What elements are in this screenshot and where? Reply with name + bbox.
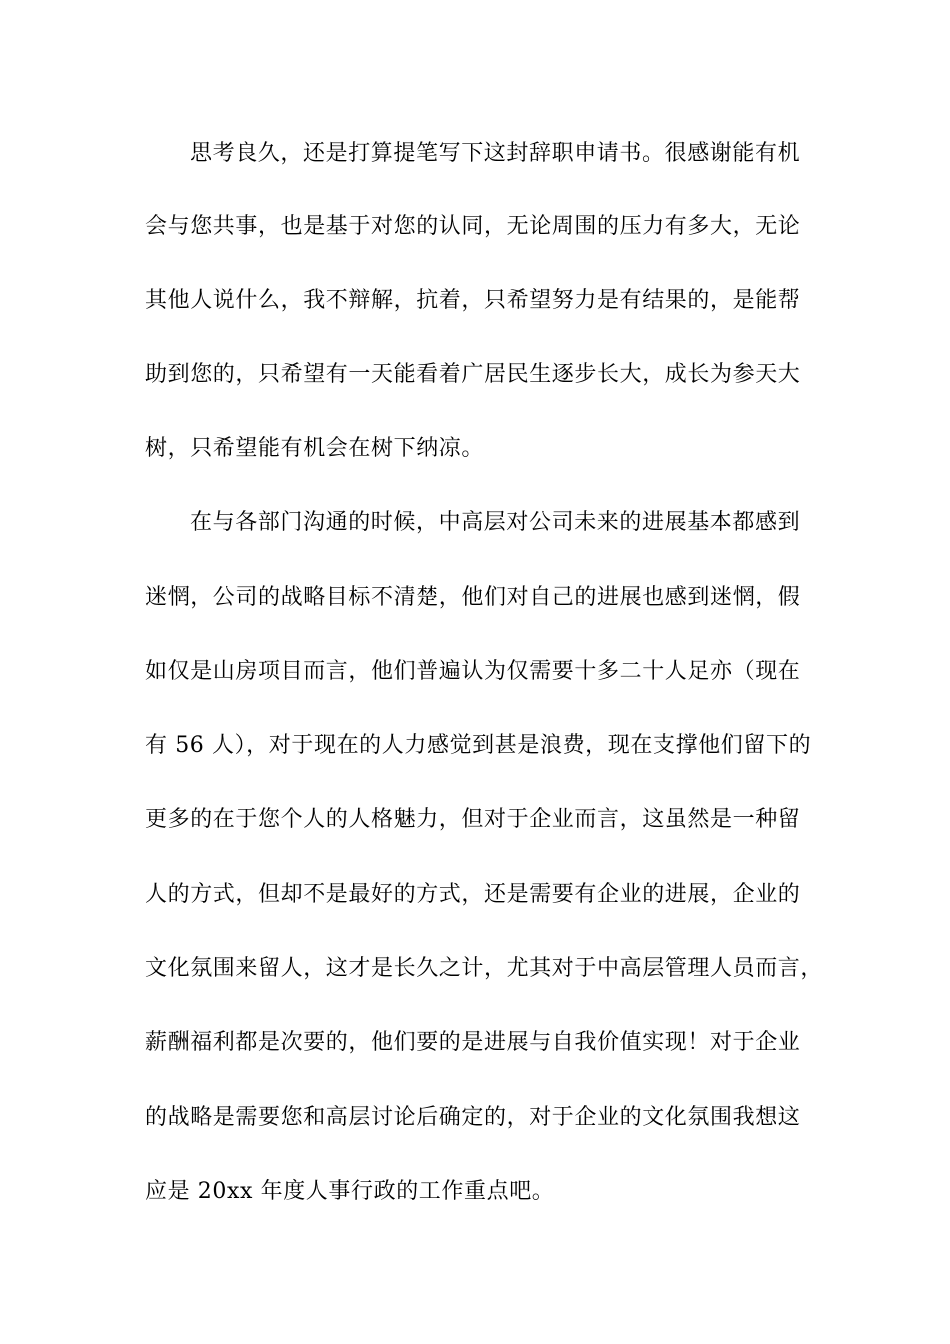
paragraph-2-line-4: 有 56 人），对于现在的人力感觉到甚是浪费，现在支撑他们留下的	[145, 733, 812, 758]
paragraph-2-line-7: 文化氛围来留人，这才是长久之计，尤其对于中高层管理人员而言，	[145, 956, 824, 981]
paragraph-2-line-1: 在与各部门沟通的时候，中高层对公司未来的进展基本都感到	[190, 510, 801, 535]
paragraph-2-line-2: 迷惘，公司的战略目标不清楚，他们对自己的进展也感到迷惘，假	[145, 585, 801, 610]
paragraph-2-line-10: 应是 20xx 年度人事行政的工作重点吧。	[145, 1179, 555, 1204]
paragraph-1-line-2: 会与您共事，也是基于对您的认同，无论周围的压力有多大，无论	[145, 214, 801, 239]
paragraph-2-line-8: 薪酬福利都是次要的，他们要的是进展与自我价值实现！对于企业	[145, 1030, 801, 1055]
paragraph-1-line-1: 思考良久，还是打算提笔写下这封辞职申请书。很感谢能有机	[190, 141, 801, 166]
paragraph-2-line-5: 更多的在于您个人的人格魅力，但对于企业而言，这虽然是一种留	[145, 807, 801, 832]
paragraph-2-line-9: 的战略是需要您和高层讨论后确定的，对于企业的文化氛围我想这	[145, 1105, 801, 1130]
paragraph-1-line-4: 助到您的，只希望有一天能看着广居民生逐步长大，成长为参天大	[145, 362, 801, 387]
paragraph-1-line-3: 其他人说什么，我不辩解，抗着，只希望努力是有结果的，是能帮	[145, 288, 801, 313]
paragraph-2-line-3: 如仅是山房项目而言，他们普遍认为仅需要十多二十人足亦（现在	[145, 659, 801, 684]
paragraph-1-line-5: 树，只希望能有机会在树下纳凉。	[145, 436, 485, 461]
paragraph-2-line-6: 人的方式，但却不是最好的方式，还是需要有企业的进展，企业的	[145, 882, 801, 907]
